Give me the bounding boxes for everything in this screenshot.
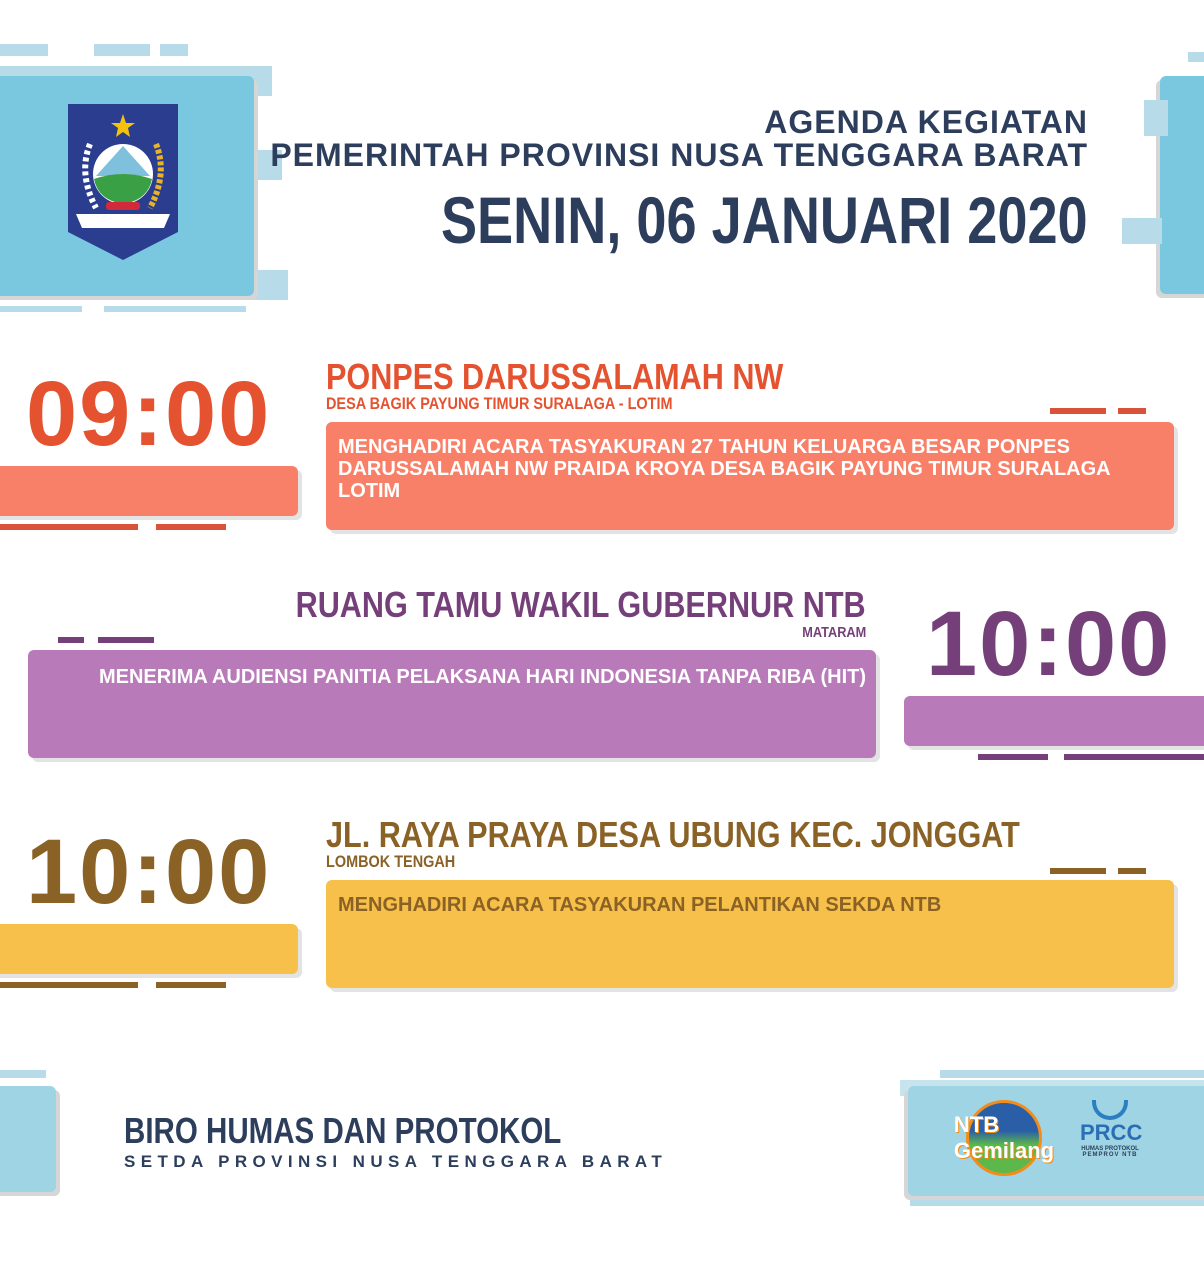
footer-logo-panel (908, 1086, 1204, 1196)
agenda-title: AGENDA KEGIATAN (764, 104, 1088, 140)
decor-bar (156, 982, 226, 988)
decor-bar (1118, 408, 1146, 414)
agenda-location: DESA BAGIK PAYUNG TIMUR SURALAGA - LOTIM (326, 394, 673, 413)
agenda-time: 09:00 (26, 363, 272, 465)
agenda-card (326, 880, 1174, 988)
agenda-description: MENGHADIRI ACARA TASYAKURAN PELANTIKAN SEKDA NTB (338, 894, 942, 916)
time-bar (904, 696, 1204, 746)
prcc-sub2: PEMPROV NTB (1082, 1152, 1138, 1158)
agenda-subtitle: PEMERINTAH PROVINSI NUSA TENGGARA BARAT (270, 137, 1088, 173)
decor-bar (0, 1070, 46, 1078)
footer-panel (0, 1086, 56, 1192)
agenda-time: 10:00 (26, 821, 272, 923)
agenda-card (28, 650, 876, 758)
decor-bar (58, 637, 84, 643)
decor-bar (0, 306, 82, 312)
decor-bar (910, 1200, 1204, 1206)
decor-bar (1050, 408, 1106, 414)
prcc-sub1: HUMAS PROTOKOL (1081, 1146, 1139, 1152)
agenda-time: 10:00 (926, 593, 1172, 695)
agenda-place: JL. RAYA PRAYA DESA UBUNG KEC. JONGGAT (326, 814, 1020, 855)
agenda-description: MENERIMA AUDIENSI PANITIA PELAKSANA HARI INDONESIA TANPA RIBA (HIT) (98, 666, 866, 688)
agenda-description: MENGHADIRI ACARA TASYAKURAN 27 TAHUN KELUARGA BESAR PONPES DARUSSALAMAH NW PRAIDA KROYA DESA BAGIK PAYUNG TIMUR SURALAGA LOTIM (338, 436, 1110, 502)
decor-bar (98, 637, 154, 643)
prcc-wave-icon (1092, 1100, 1128, 1120)
agenda-location: MATARAM (802, 624, 866, 641)
decor-bar (160, 44, 188, 56)
time-bar (0, 924, 298, 974)
decor-bar (104, 306, 246, 312)
footer-org-sub: SETDA PROVINSI NUSA TENGGARA BARAT (124, 1152, 668, 1171)
decor-bar (0, 524, 138, 530)
ntb-gemilang-label: NTB Gemilang (953, 1112, 1055, 1163)
decor-bar (940, 1070, 1204, 1078)
decor-bar (1118, 868, 1146, 874)
decor-bar (0, 44, 48, 56)
agenda-card (326, 422, 1174, 530)
decor-bar (978, 754, 1048, 760)
decor-bar (1188, 52, 1204, 62)
footer-org: BIRO HUMAS DAN PROTOKOL (124, 1110, 562, 1151)
decor-bar (1122, 218, 1162, 244)
decor-bar (1144, 100, 1168, 136)
agenda-location: LOMBOK TENGAH (326, 852, 456, 871)
decor-bar (1064, 754, 1204, 760)
agenda-place: RUANG TAMU WAKIL GUBERNUR NTB (295, 584, 866, 625)
agenda-date: SENIN, 06 JANUARI 2020 (441, 183, 1088, 257)
agenda-place: PONPES DARUSSALAMAH NW (326, 356, 784, 397)
decor-bar (1050, 868, 1106, 874)
decor-bar (156, 524, 226, 530)
ntb-emblem (68, 104, 178, 262)
prcc-label: PRCC (1080, 1120, 1143, 1145)
time-bar (0, 466, 298, 516)
prcc-logo (1080, 1100, 1143, 1158)
ntb-gemilang-logo (953, 1100, 1055, 1176)
decor-bar (0, 982, 138, 988)
decor-bar (94, 44, 150, 56)
